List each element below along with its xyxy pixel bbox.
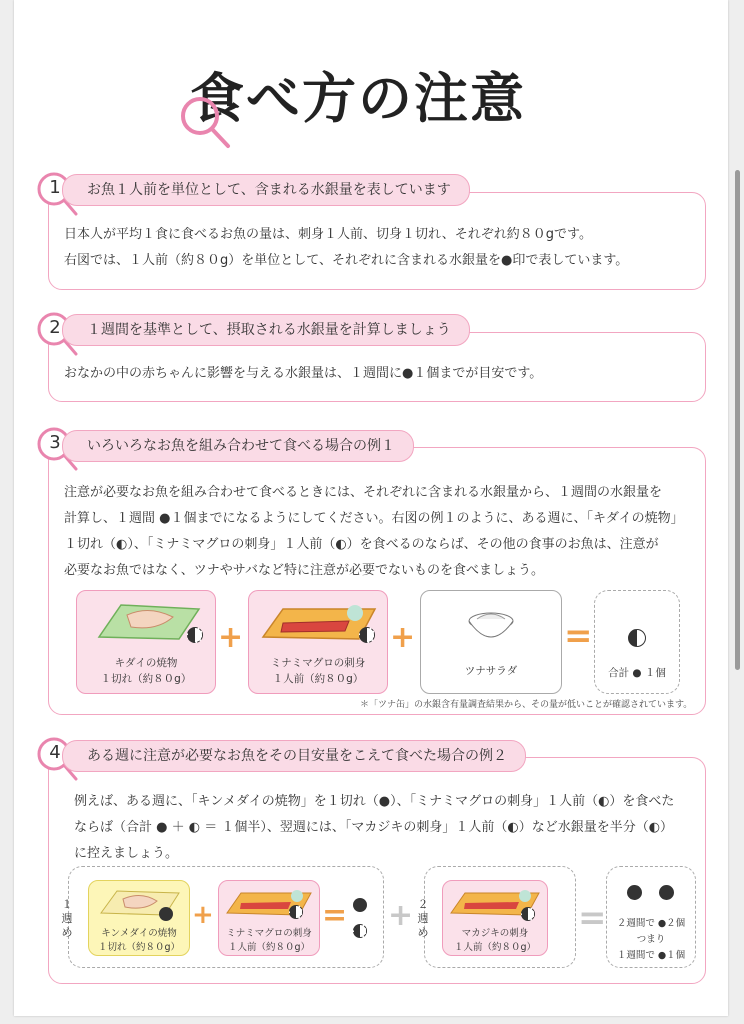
fish-card [88, 880, 190, 956]
text-line: 必要なお魚ではなく、ツナやサバなど特に注意が必要でないものを食べましょう。 [64, 563, 544, 578]
mercury-full-icon [159, 907, 173, 921]
text-line: 計算し、１週間 ●１個までになるようにしてください。右図の例１のように、ある週に、「キダイの焼物」 [64, 511, 684, 526]
fish-card [218, 880, 320, 956]
text-line: 日本人が平均１食に食べるお魚の量は、刺身１人前、切身１切れ、それぞれ約８０gです。 [64, 227, 592, 242]
fish-portion: １人前（約８０g） [272, 673, 364, 685]
section-header: ある週に注意が必要なお魚をその目安量をこえて食べた場合の例２ [62, 740, 526, 772]
total-card [594, 590, 680, 694]
text-line: １切れ（◐）、「ミナミマグロの刺身」１人前（◐）を食べるのならば、その他の食事のお魚は、注意が [64, 537, 659, 552]
magnifier-icon [178, 94, 232, 150]
mercury-full-icon [353, 898, 367, 912]
mercury-half-icon [187, 627, 203, 643]
equals-icon: = [322, 898, 348, 933]
week-label: １週め [61, 898, 73, 939]
fish-portion: １人前（約８０g） [227, 942, 311, 953]
fish-portion: １切れ（約８０g） [97, 942, 181, 953]
section-header: １週間を基準として、摂取される水銀量を計算しましょう [62, 314, 470, 346]
fish-name: ミナミマグロの刺身 [270, 657, 366, 669]
bowl-illustration [465, 605, 517, 649]
mercury-full-icon [659, 885, 674, 900]
fish-name: ミナミマグロの刺身 [226, 928, 312, 939]
section-number: 4 [49, 742, 61, 763]
text-line: おなかの中の赤ちゃんに影響を与える水銀量は、１週間に●１個までが目安です。 [64, 366, 543, 381]
fish-name: ツナサラダ [464, 665, 518, 677]
page-title: 食べ方の注意 [190, 67, 526, 130]
fish-name: キダイの焼物 [114, 657, 178, 669]
fish-card [248, 590, 388, 694]
text-line: 右図では、１人前（約８０g）を単位として、それぞれに含まれる水銀量を●印で表しています。 [64, 253, 629, 268]
body-text [64, 480, 684, 584]
mercury-half-icon [521, 907, 535, 921]
summary-card [606, 866, 696, 968]
section-number: 2 [49, 317, 61, 338]
body-text [74, 789, 674, 867]
plus-icon: + [388, 898, 414, 933]
fish-card [76, 590, 216, 694]
text-line: ならば（合計 ● ＋ ◐ ＝ １個半）、翌週には、「マカジキの刺身」１人前（◐）など水銀量を半分（◐） [74, 820, 674, 835]
mercury-half-icon [353, 924, 367, 938]
footnote: ＊「ツナ缶」の水銀含有量調査結果から、その量が低いことが確認されています。 [360, 700, 693, 710]
section-header: いろいろなお魚を組み合わせて食べる場合の例１ [62, 430, 414, 462]
text-line: 例えば、ある週に、「キンメダイの焼物」を１切れ（●）、「ミナミマグロの刺身」１人前（◐）を食べた [74, 794, 675, 809]
mercury-half-icon [359, 627, 375, 643]
fish-portion: １切れ（約８０g） [100, 673, 192, 685]
text-line: 注意が必要なお魚を組み合わせて食べるときには、それぞれに含まれる水銀量から、１週間の水銀量を [64, 485, 663, 500]
fish-name: キンメダイの焼物 [101, 928, 177, 939]
fish-card [420, 590, 562, 694]
total-label: 合計 ● １個 [608, 667, 666, 679]
mercury-full-icon [627, 885, 642, 900]
scrollbar[interactable] [735, 170, 740, 670]
mercury-half-icon [289, 905, 303, 919]
summary-line: ２週間で ●２個 [616, 918, 686, 929]
equals-icon: = [564, 616, 593, 656]
plus-icon: + [390, 620, 416, 655]
section-number: 3 [49, 432, 61, 453]
fish-portion: １人前（約８０g） [453, 942, 537, 953]
body-text [64, 222, 628, 274]
fish-name: マカジキの刺身 [461, 928, 529, 939]
summary-line: つまり [636, 934, 666, 945]
plus-icon: + [218, 620, 244, 655]
summary-line: １週間で ●１個 [616, 950, 686, 961]
fish-card [442, 880, 548, 956]
plus-icon: + [192, 900, 214, 930]
section-header: お魚１人前を単位として、含まれる水銀量を表しています [62, 174, 470, 206]
week-label: ２週め [417, 898, 429, 939]
body-text [64, 361, 542, 387]
mercury-full-icon [628, 629, 646, 647]
section-number: 1 [49, 177, 61, 198]
equals-icon: = [578, 898, 607, 938]
text-line: に控えましょう。 [74, 846, 179, 861]
